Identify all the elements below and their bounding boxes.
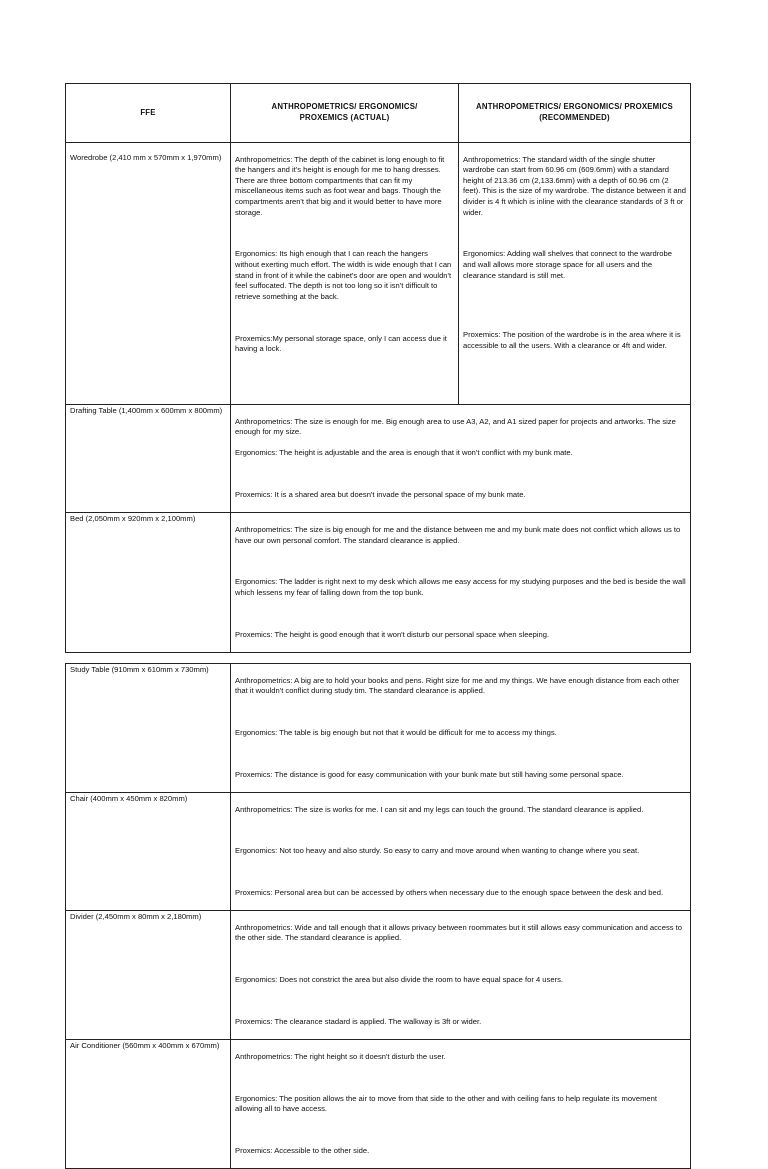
ffe-wardrobe: Woredrobe (2,410 mm x 570mm x 1,970mm)	[66, 143, 231, 405]
ffe-bed: Bed (2,050mm x 920mm x 2,100mm)	[66, 513, 231, 653]
study-table-cell	[231, 664, 691, 793]
divider-proxemics: Proxemics: The clearance stadard is applied. The walkway is 3ft or wider.	[235, 1017, 482, 1027]
table-row-wardrobe	[66, 143, 691, 405]
chair-cell	[231, 792, 691, 910]
study-proxemics: Proxemics: The distance is good for easy communication with your bunk mate but still having some personal space.	[235, 769, 624, 779]
wardrobe-actual-ergonomics: Ergonomics: Its high enough that I can reach the hangers without exerting much effort. The width is wide enough that I can stand in front of it while the cabinet's door are open and wouldn't feel suffocated. The depth is not too long so it isn't difficult to retrieve something at the back.	[235, 249, 452, 301]
ac-ergonomics: Ergonomics: The position allows the air to move from that side to the other and with ceiling fans to help regulate its movement allowing all to have access.	[235, 1093, 657, 1114]
study-anthropometrics: Anthropometrics: A big are to hold your books and pens. Right size for me and my things. We have enough distance from each other that it wouldn't conflict during study tim. The standard clearance is applied.	[235, 675, 680, 696]
bed-ergonomics: Ergonomics: The ladder is right next to my desk which allows me easy access for my studying purposes and the bed is beside the wall which lessens my fear of falling down from the top bunk.	[235, 577, 686, 597]
chair-anthropometrics: Anthropometrics: The size is works for me. I can sit and my legs can touch the ground. The standard clearance is applied.	[235, 804, 644, 814]
drafting-proxemics: Proxemics: It is a shared area but doesn't invade the personal space of my bunk mate.	[235, 490, 526, 500]
table-row-air-conditioner	[66, 1040, 691, 1169]
wardrobe-rec-proxemics: Proxemics: The position of the wardrobe is in the area where it is accessible to all the users. With a clearance or 4ft and wider.	[463, 330, 681, 350]
chair-proxemics: Proxemics: Personal area but can be accessed by others when necessary due to the enough space between the desk and bed.	[235, 888, 664, 898]
divider-ergonomics: Ergonomics: Does not constrict the area but also divide the room to have equal space for 4 users.	[235, 975, 563, 985]
table-row-divider	[66, 911, 691, 1040]
ac-proxemics: Proxemics: Accessible to the other side.	[235, 1145, 370, 1155]
table-row-drafting-table	[66, 405, 691, 513]
header-actual: ANTHROPOMETRICS/ ERGONOMICS/ PROXEMICS (ACTUAL)	[231, 84, 459, 143]
ac-anthropometrics: Anthropometrics: The right height so it doesn't disturb the user.	[235, 1051, 446, 1061]
table-row-bed	[66, 513, 691, 653]
bed-cell	[231, 513, 691, 653]
study-ergonomics: Ergonomics: The table is big enough but not that it would be difficult for me to access my things.	[235, 727, 557, 737]
ffe-study-table: Study Table (910mm x 610mm x 730mm)	[66, 664, 231, 793]
bed-anthropometrics: Anthropometrics: The size is big enough for me and the distance between me and my bunk mate does not conflict which allows us to have our own personal comfort. The standard clearance is applied.	[235, 524, 681, 545]
ffe-chair: Chair (400mm x 450mm x 820mm)	[66, 792, 231, 910]
wardrobe-recommended-cell	[459, 143, 691, 405]
wardrobe-rec-ergonomics: Ergonomics: Adding wall shelves that connect to the wardrobe and wall allows more storage space for all users and the clearance standard is still met.	[463, 249, 672, 280]
divider-anthropometrics: Anthropometrics: Wide and tall enough that it allows privacy between roommates but it still allows easy communication and access to the other side. The standard clearance is applied.	[235, 922, 682, 943]
wardrobe-rec-anthropometrics: Anthropometrics: The standard width of the single shutter wardrobe can start from 60.96 cm (609.6mm) with a standard height of 213.36 cm (2,133.6mm) with a depth of 60.96 cm (2 feet). This is the size of my wardrobe. The distance between it and divider is 4 ft which is inline with the clearance standards of 3 ft or wider.	[463, 154, 687, 217]
ffe-table-bottom	[65, 663, 691, 1169]
ffe-air-conditioner: Air Conditioner (560mm x 400mm x 670mm)	[66, 1040, 231, 1169]
ffe-drafting-table: Drafting Table (1,400mm x 600mm x 800mm)	[66, 405, 231, 513]
table-row-chair	[66, 792, 691, 910]
ffe-divider: Divider (2,450mm x 80mm x 2,180mm)	[66, 911, 231, 1040]
ffe-table-top	[65, 83, 691, 653]
drafting-anthropometrics: Anthropometrics: The size is enough for me. Big enough area to use A3, A2, and A1 sized paper for projects and artworks. The size enough for my size.	[235, 416, 676, 437]
wardrobe-actual-cell	[231, 143, 459, 405]
divider-cell	[231, 911, 691, 1040]
table-row-study-table	[66, 664, 691, 793]
drafting-table-cell	[231, 405, 691, 513]
bed-proxemics: Proxemics: The height is good enough that it won't disturb our personal space when sleeping.	[235, 629, 550, 639]
wardrobe-actual-proxemics: Proxemics:My personal storage space, only I can access due it having a lock.	[235, 333, 447, 354]
table-header-row	[66, 84, 691, 143]
air-conditioner-cell	[231, 1040, 691, 1169]
wardrobe-actual-anthropometrics: Anthropometrics: The depth of the cabinet is long enough to fit the hangers and it's height is enough for me to hang dresses. There are three bottom compartments that can fit my miscellaneous items such as foot wear and bags. Though the compartments aren't that big and it would better to have more storage.	[235, 154, 445, 217]
chair-ergonomics: Ergonomics: Not too heavy and also sturdy. So easy to carry and move around when wanting to change where you seat.	[235, 846, 640, 856]
header-recommended: ANTHROPOMETRICS/ ERGONOMICS/ PROXEMICS (RECOMMENDED)	[459, 84, 691, 143]
header-ffe: FFE	[66, 84, 231, 143]
drafting-ergonomics: Ergonomics: The height is adjustable and the area is enough that it won't conflict with my bunk mate.	[235, 448, 573, 458]
